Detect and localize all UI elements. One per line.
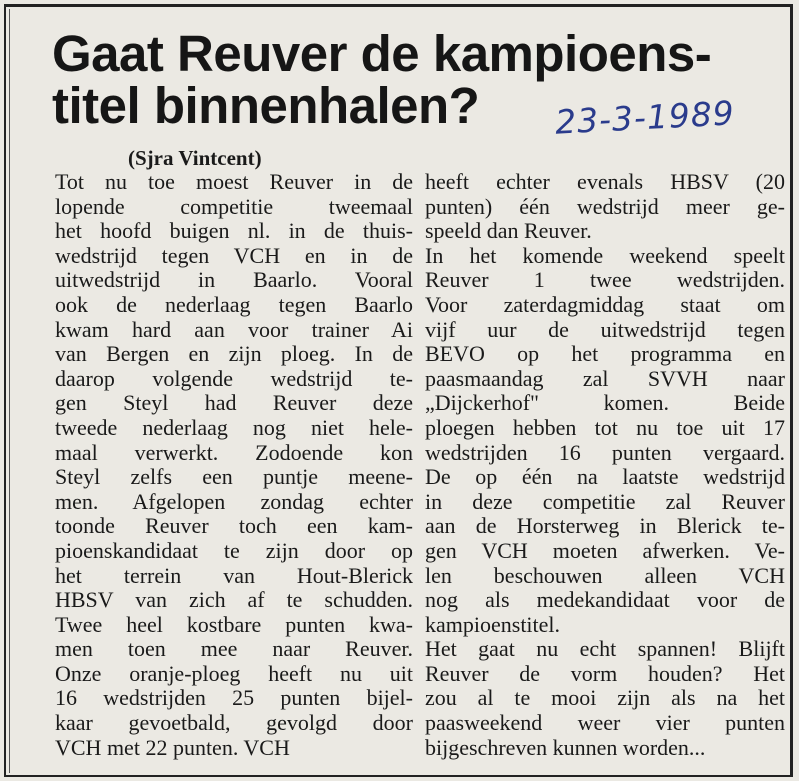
article-line: lopende competitie tweemaal xyxy=(55,193,413,219)
article-line: HBSV van zich af te schudden. xyxy=(55,587,413,613)
article-line: uitwedstrijd in Baarlo. Vooral xyxy=(55,267,413,293)
article-line: wedstrijden 16 punten vergaard. xyxy=(425,439,785,465)
article-line: daarop volgende wedstrijd te- xyxy=(55,365,413,391)
article-line: het hoofd buigen nl. in de thuis- xyxy=(55,218,413,244)
article-line: ploegen hebben tot nu toe uit 17 xyxy=(425,414,785,440)
article-line: VCH met 22 punten. VCH xyxy=(55,734,290,760)
article-line: in deze competitie zal Reuver xyxy=(425,488,785,514)
article-line: Twee heel kostbare punten kwa- xyxy=(55,611,413,637)
article-line: 16 wedstrijden 25 punten bijel- xyxy=(55,685,413,711)
article-line: Onze oranje-ploeg heeft nu uit xyxy=(55,660,413,686)
article-line: heeft echter evenals HBSV (20 xyxy=(425,169,785,194)
article-line: wedstrijd tegen VCH en in de xyxy=(55,242,413,268)
article-column-left xyxy=(55,170,413,760)
article-line: gen VCH moeten afwerken. Ve- xyxy=(425,537,785,563)
article-line: pioenskandidaat te zijn door op xyxy=(55,537,413,563)
article-line: kwam hard aan voor trainer Ai xyxy=(55,316,413,342)
article-line: het terrein van Hout-Blerick xyxy=(55,562,413,588)
article-line: Voor zaterdagmiddag staat om xyxy=(425,291,785,317)
article-line: BEVO op het programma en xyxy=(425,341,785,367)
article-line: In het komende weekend speelt xyxy=(425,242,785,268)
article-line: aan de Horsterweg in Blerick te- xyxy=(425,513,785,539)
headline-line: titel binnenhalen? xyxy=(52,77,480,134)
handwritten-date: 23-3-1989 xyxy=(554,93,736,142)
article-line: toonde Reuver toch een kam- xyxy=(55,513,413,539)
article-line: men. Afgelopen zondag echter xyxy=(55,488,413,514)
article-line: len beschouwen alleen VCH xyxy=(425,562,785,588)
article-line: tweede nederlaag nog niet hele- xyxy=(55,414,413,440)
article-line: gen Steyl had Reuver deze xyxy=(55,390,413,416)
byline: (Sjra Vintcent) xyxy=(128,146,262,170)
article-line: Het gaat nu echt spannen! Blijft xyxy=(425,636,785,662)
article-line: maal verwerkt. Zodoende kon xyxy=(55,439,413,465)
article-line: men toen mee naar Reuver. xyxy=(55,636,413,662)
article-column-right xyxy=(425,170,785,760)
article-line: nog als medekandidaat voor de xyxy=(425,587,785,613)
article-line: Reuver de vorm houden? Het xyxy=(425,660,785,686)
article-line: Steyl zelfs een puntje meene- xyxy=(55,464,413,490)
article-line: bijgeschreven kunnen worden... xyxy=(425,734,706,760)
article-line: speeld dan Reuver. xyxy=(425,218,592,244)
article-line: zou al te mooi zijn als na het xyxy=(425,685,785,711)
article-line: kampioenstitel. xyxy=(425,611,561,637)
article-line: ook de nederlaag tegen Baarlo xyxy=(55,291,413,317)
article-line: Tot nu toe moest Reuver in de xyxy=(55,169,413,194)
article-line: punten) één wedstrijd meer ge- xyxy=(425,193,785,219)
article-line: van Bergen en zijn ploeg. In de xyxy=(55,341,413,367)
article-line: De op één na laatste wedstrijd xyxy=(425,464,785,490)
article-line: vijf uur de uitwedstrijd tegen xyxy=(425,316,785,342)
article-line: Reuver 1 twee wedstrijden. xyxy=(425,267,785,293)
article-line: paasweekend weer vier punten xyxy=(425,710,785,736)
article-line: kaar gevoetbald, gevolgd door xyxy=(55,710,413,736)
headline-line: Gaat Reuver de kampioens- xyxy=(52,25,712,82)
article-line: „Dijckerhof" komen. Beide xyxy=(425,390,785,416)
article-line: paasmaandag zal SVVH naar xyxy=(425,365,785,391)
